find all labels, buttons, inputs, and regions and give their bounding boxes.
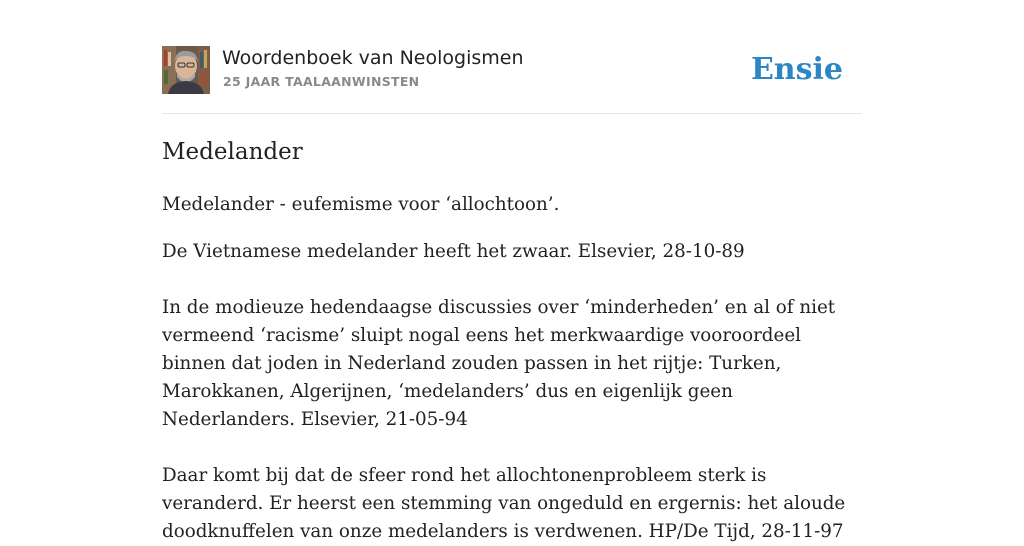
blog-header xyxy=(162,46,862,96)
author-photo-icon xyxy=(162,46,210,94)
blog-title[interactable]: Woordenboek van Neologismen xyxy=(222,47,524,69)
article-paragraph: Daar komt bij dat de sfeer rond het allochtonenprobleem sterk is veranderd. Er heerst een stemming van ongeduld en ergernis: het aloude doodknuffelen van onze medelanders is verdwenen. HP/De Tijd, 28-11-97 xyxy=(162,465,846,542)
article xyxy=(162,134,862,546)
article-paragraph: Medelander - eufemisme voor ‘allochtoon’. xyxy=(162,194,560,215)
article-title: Medelander xyxy=(162,139,303,165)
article-paragraph: In de modieuze hedendaagse discussies over ‘minderheden’ en al of niet vermeend ‘racisme’ sluipt nogal eens het merkwaardige vooroordeel binnen dat joden in Nederland zouden passen in het rijtje: Turken, Marokkanen, Algerijnen, ‘medelanders’ dus en eigenlijk geen Nederlanders. Elsevier, 21-05-94 xyxy=(162,297,836,430)
ensie-logo-link[interactable]: Ensie xyxy=(750,52,843,87)
blog-subtitle: 25 JAAR TAALAANWINSTEN xyxy=(223,74,420,89)
article-paragraph: De Vietnamese medelander heeft het zwaar. Elsevier, 28-10-89 xyxy=(162,241,745,262)
author-avatar[interactable] xyxy=(162,46,210,94)
header-divider xyxy=(162,113,862,114)
